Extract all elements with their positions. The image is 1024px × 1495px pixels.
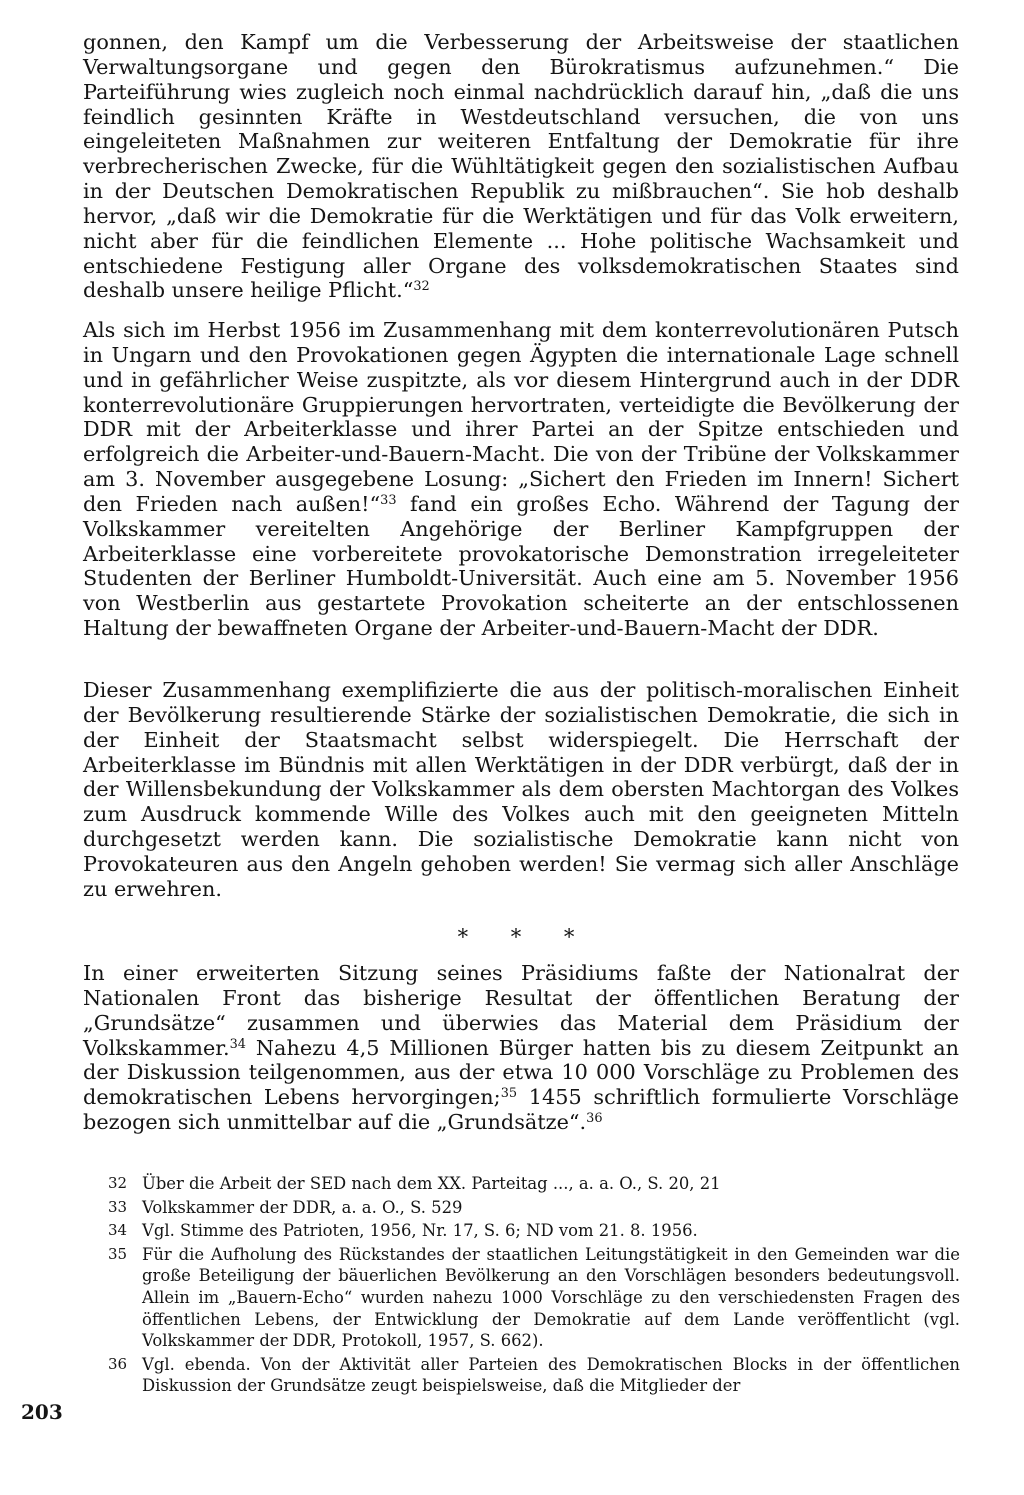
paragraph-1 <box>83 30 959 303</box>
footnote-ref: 33 <box>380 492 397 508</box>
footnote <box>108 1220 960 1242</box>
paragraph-2 <box>83 318 959 641</box>
paragraph-text: Als sich im Herbst 1956 im Zusammenhang mit dem konterrevolutionären Putsch in Ungarn und den Provokationen gegen Ägypten die internationale Lage schnell und in gefährlicher Weise zuspitzte, als vor diesem Hintergrund auch in der DDR konterrevolutionäre Gruppierungen hervortraten, verteidigte die Bevölkerung der DDR mit der Arbeiterklasse und ihrer Partei an der Spitze entschieden und erfolgreich die Arbeiter-und-Bauern-Macht. Die von der Tribüne der Volkskammer am 3. November ausgegebene Losung: „Sichert den Frieden im Innern! Sichert den Frieden nach außen!“ <box>83 318 959 516</box>
footnote-ref: 36 <box>586 1110 603 1126</box>
footnote <box>108 1197 960 1219</box>
paragraph-text: fand ein großes Echo. Während der Tagung der Volkskammer vereitelten Angehörige der Berliner Kampfgruppen der Arbeiterklasse eine vorbereitete provokatorische Demonstration irregeleiteter Studenten der Berliner Humboldt-Universität. Auch eine am 5. November 1956 von Westberlin aus gestartete Provokation scheiterte an der entschlossenen Haltung der bewaffneten Organe der Arbeiter-und-Bauern-Macht der DDR. <box>83 491 959 641</box>
footnote <box>108 1244 960 1352</box>
footnote <box>108 1173 960 1195</box>
section-separator: * * * <box>457 925 593 949</box>
footnote-ref: 34 <box>229 1036 246 1052</box>
footnote-ref: 32 <box>413 279 430 295</box>
footnote-text: Volkskammer der DDR, a. a. O., S. 529 <box>142 1197 463 1217</box>
paragraph-text: gonnen, den Kampf um die Verbesserung der Arbeitsweise der staatlichen Verwaltungsorgane und gegen den Bürokratismus aufzunehmen.“ Die Parteiführung wies zugleich noch einmal nachdrücklich darauf hin, „daß die uns feindlich gesinnten Kräfte in Westdeutschland versuchen, die von uns eingeleiteten Maßnahmen zur weiteren Entfaltung der Demokratie für ihre verbrecherischen Zwecke, für die Wühltätigkeit gegen den sozialistischen Aufbau in der Deutschen Demokratischen Republik zu mißbrauchen“. Sie hob deshalb hervor, „daß wir die Demokratie für die Werktätigen und für das Volk erweitern, nicht aber für die feindlichen Elemente ... Hohe politische Wachsamkeit und entschiedene Festigung aller Organe des volksdemokratischen Staates sind deshalb unsere heilige Pflicht.“ <box>83 30 959 303</box>
footnote-number: 36 <box>108 1354 128 1373</box>
paragraph-text: Nahezu 4,5 Millionen Bürger hatten bis zu diesem Zeitpunkt an der Diskussion teilgenommen, aus der etwa 10 000 Vorschläge zu Problemen des demokratischen Lebens hervorgingen; <box>83 1035 959 1110</box>
footnote <box>108 1354 960 1397</box>
footnote-number: 33 <box>108 1197 128 1216</box>
footnote-text: Vgl. ebenda. Von der Aktivität aller Parteien des Demokratischen Blocks in der öffentlichen Diskussion der Grundsätze zeugt beispielsweise, daß die Mitglieder der <box>142 1354 960 1396</box>
paragraph-4 <box>83 961 959 1135</box>
paragraph-text: In einer erweiterten Sitzung seines Präsidiums faßte der Nationalrat der Nationalen Front das bisherige Resultat der öffentlichen Beratung der „Grundsätze“ zusammen und überwies das Material dem Präsidium der Volkskammer. <box>83 961 959 1060</box>
footnote-text: Für die Aufholung des Rückstandes der staatlichen Leitungstätigkeit in den Gemeinden war die große Beteiligung der bäuerlichen Bevölkerung an den Vorschlägen besonders bedeutungsvoll. Allein im „Bauern-Echo“ wurden nahezu 1000 Vorschläge zu den verschiedensten Fragen des öffentlichen Lebens, der Entwicklung der Demokratie auf dem Lande veröffentlicht (vgl. Volkskammer der DDR, Protokoll, 1957, S. 662). <box>142 1244 960 1351</box>
paragraph-text: 1455 schriftlich formulierte Vorschläge bezogen sich unmittelbar auf die „Grundsätze“. <box>83 1085 959 1135</box>
footnote-number: 34 <box>108 1221 128 1240</box>
page-number: 203 <box>21 1400 63 1424</box>
footnote-ref: 35 <box>500 1086 518 1102</box>
footnote-text: Vgl. Stimme des Patrioten, 1956, Nr. 17, S. 6; ND vom 21. 8. 1956. <box>142 1221 698 1241</box>
footnotes <box>108 1173 960 1399</box>
paragraph-text: Dieser Zusammenhang exemplifizierte die aus der politisch-moralischen Einheit der Bevölkerung resultierende Stärke der sozialistischen Demokratie, die sich in der Einheit der Staatsmacht selbst widerspiegelt. Die Herrschaft der Arbeiterklasse im Bündnis mit allen Werktätigen in der DDR verbürgt, daß der in der Willensbekundung der Volkskammer als dem obersten Machtorgan des Volkes zum Ausdruck kommende Wille des Volkes auch mit den geeigneten Mitteln durchgesetzt werden kann. Die sozialistische Demokratie kann nicht von Provokateuren aus den Angeln gehoben werden! Sie vermag sich aller Anschläge zu erwehren. <box>83 678 959 901</box>
paragraph-3 <box>83 678 959 902</box>
footnote-number: 32 <box>108 1174 128 1192</box>
footnote-text: Über die Arbeit der SED nach dem XX. Parteitag ..., a. a. O., S. 20, 21 <box>142 1174 721 1193</box>
footnote-number: 35 <box>108 1244 128 1263</box>
